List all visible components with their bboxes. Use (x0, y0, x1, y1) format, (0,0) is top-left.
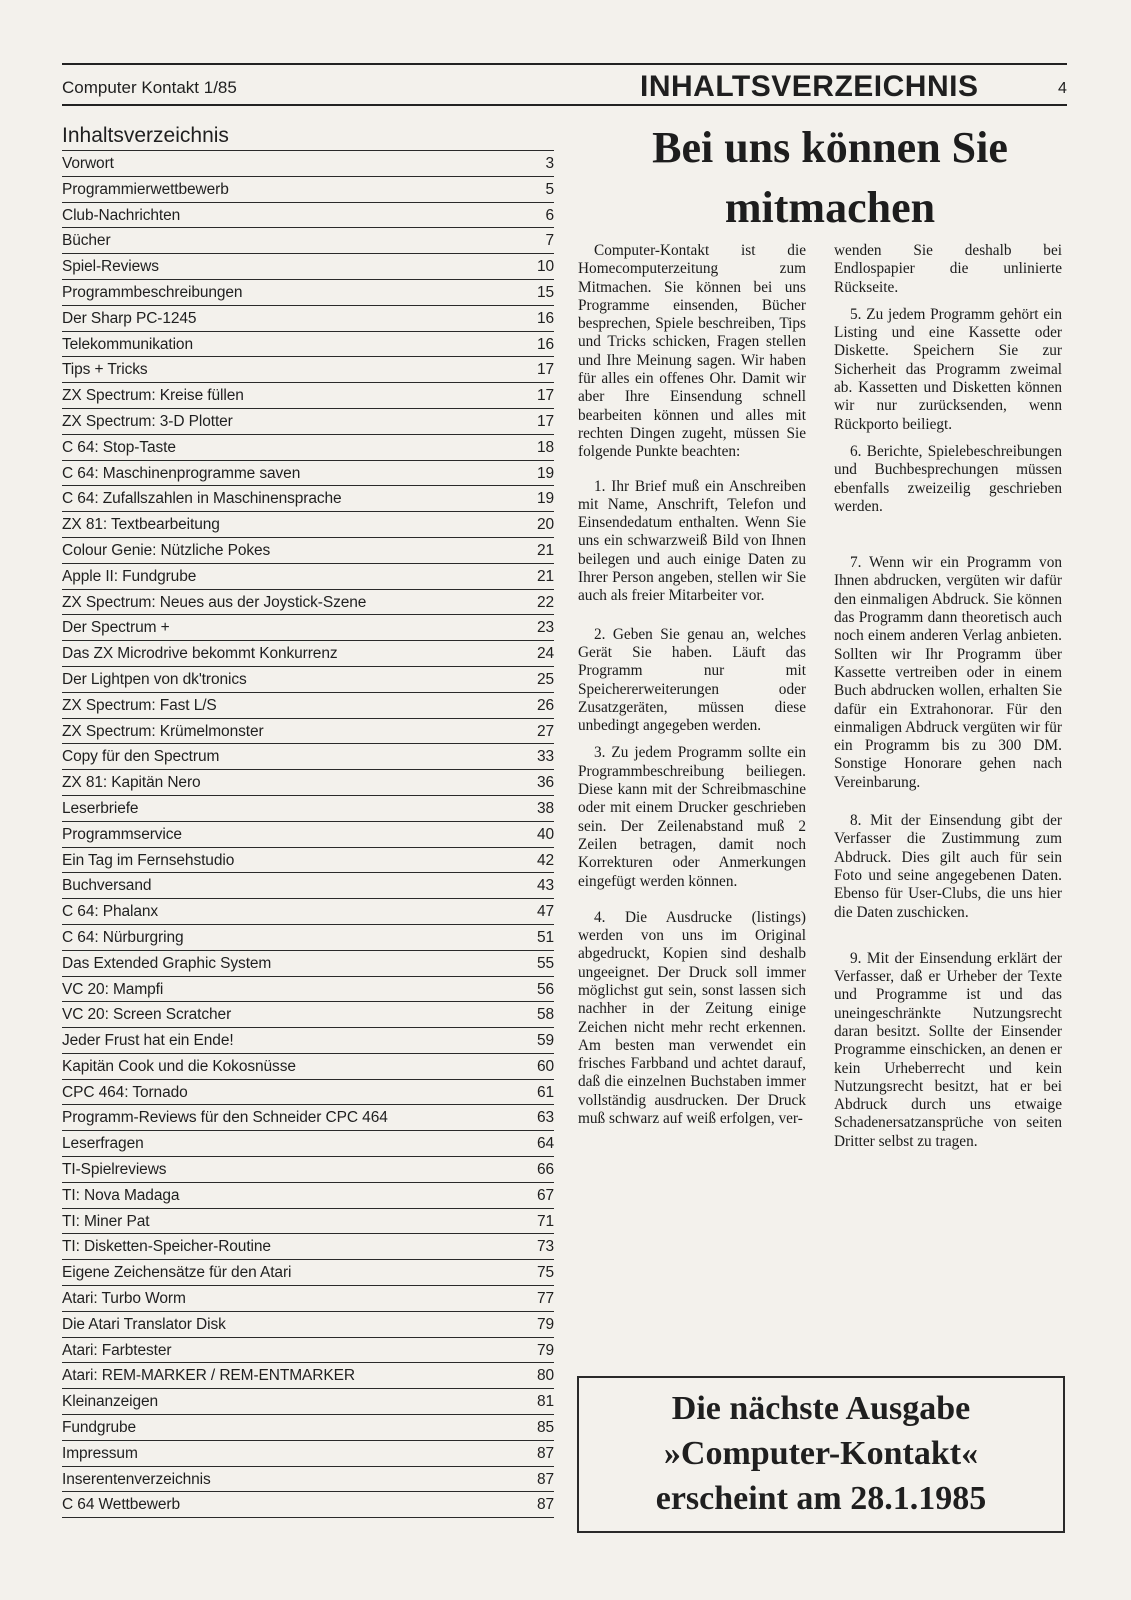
toc-entry-label: Bücher (62, 232, 111, 250)
toc-row (62, 1260, 554, 1286)
toc-row (62, 306, 554, 332)
toc-entry-page: 27 (536, 722, 554, 740)
toc-entry-page: 36 (536, 774, 554, 792)
page-number: 4 (1058, 80, 1067, 97)
toc-entry-label: Copy für den Spectrum (62, 748, 220, 766)
toc-entry-page: 16 (536, 309, 554, 327)
toc-entry-label: Atari: Turbo Worm (62, 1290, 186, 1308)
toc-row (62, 177, 554, 203)
toc-entry-page: 10 (536, 258, 554, 276)
toc-entry-page: 56 (536, 980, 554, 998)
toc-row (62, 951, 554, 977)
article-paragraph: 7. Wenn wir ein Programm von Ihnen abdrucken, vergüten wir dafür den einmaligen Abdruck. Sie können das Programm dann theoretisch auch noch einem anderen Verlag anbieten. Sollten wir Ihr Programm über Kassette vertreiben oder in einem Buch abdrucken wollen, erhalten Sie dafür ein Extrahonorar. Für den einmaligen Abdruck vergüten wir für ein Programm bis zu 300 DM. Sonstige Honorare gehen nach Vereinbarung. (834, 554, 1062, 791)
toc-entry-page: 81 (536, 1393, 554, 1411)
toc-entry-label: Atari: Farbtester (62, 1341, 172, 1359)
toc-entry-label: C 64: Nürburgring (62, 928, 184, 946)
toc-row (62, 1157, 554, 1183)
toc-entry-page: 15 (536, 283, 554, 301)
toc-entry-page: 61 (536, 1083, 554, 1101)
toc-entry-label: VC 20: Screen Scratcher (62, 1006, 232, 1024)
toc-entry-page: 21 (536, 567, 554, 585)
toc-entry-page: 47 (536, 903, 554, 921)
toc-row (62, 1492, 554, 1518)
toc-entry-label: Programmierwettbewerb (62, 180, 229, 198)
toc-row (62, 512, 554, 538)
toc-row (62, 744, 554, 770)
toc-row (62, 1467, 554, 1493)
toc-entry-label: VC 20: Mampfi (62, 980, 164, 998)
toc-row (62, 254, 554, 280)
toc-row (62, 203, 554, 229)
toc-row (62, 770, 554, 796)
toc-entry-page: 60 (536, 1057, 554, 1075)
toc-row (62, 667, 554, 693)
toc-row (62, 693, 554, 719)
toc-entry-label: Spiel-Reviews (62, 258, 159, 276)
notice-line-1: Die nächste Ausgabe (671, 1390, 971, 1427)
toc-row (62, 151, 554, 177)
toc-entry-page: 51 (536, 928, 554, 946)
toc-row (62, 1209, 554, 1235)
toc-entry-page: 55 (536, 954, 554, 972)
toc-row (62, 357, 554, 383)
toc-entry-label: C 64: Maschinenprogramme saven (62, 464, 301, 482)
toc-entry-label: Programmservice (62, 825, 182, 843)
toc-entry-page: 33 (536, 748, 554, 766)
toc-entry-page: 80 (536, 1367, 554, 1385)
toc-entry-page: 79 (536, 1341, 554, 1359)
toc-row (62, 641, 554, 667)
toc-entry-page: 87 (536, 1444, 554, 1462)
toc-title: Inhaltsverzeichnis (62, 122, 554, 151)
toc-entry-page: 42 (536, 851, 554, 869)
toc-entry-label: Club-Nachrichten (62, 206, 181, 224)
toc-entry-label: C 64: Zufallszahlen in Maschinensprache (62, 490, 342, 508)
toc-entry-page: 24 (536, 645, 554, 663)
toc-entry-page: 16 (536, 335, 554, 353)
article-column-1 (578, 242, 806, 1137)
toc-entry-page: 63 (536, 1109, 554, 1127)
toc-row (62, 1234, 554, 1260)
toc-entry-page: 77 (536, 1290, 554, 1308)
toc-entry-label: Die Atari Translator Disk (62, 1315, 226, 1333)
toc-row (62, 461, 554, 487)
toc-entry-page: 67 (536, 1186, 554, 1204)
toc-entry-label: Eigene Zeichensätze für den Atari (62, 1264, 292, 1282)
toc-row (62, 1002, 554, 1028)
toc-entry-label: Inserentenverzeichnis (62, 1470, 211, 1488)
article-paragraph: 1. Ihr Brief muß ein Anschreiben mit Name, Anschrift, Telefon und Einsendedatum enthalten. Wenn Sie uns ein schwarzweiß Bild von Ihnen beilegen und auch einige Daten zu Ihrer Person angeben, stellen wir Sie auch als freier Mitarbeiter vor. (578, 477, 806, 605)
toc-row (62, 796, 554, 822)
toc-entry-label: ZX Spectrum: Fast L/S (62, 696, 217, 714)
toc-row (62, 564, 554, 590)
toc-row (62, 1105, 554, 1131)
toc-entry-label: C 64: Phalanx (62, 903, 159, 921)
article-paragraph: 8. Mit der Einsendung gibt der Verfasser die Zustimmung zum Abdruck. Dies gilt auch für sein Foto und seine angegebenen Daten. Ebenso für User-Clubs, die uns hier die Daten zuschicken. (834, 812, 1062, 921)
toc-entry-page: 71 (536, 1212, 554, 1230)
toc-entry-page: 75 (536, 1264, 554, 1282)
toc-row (62, 977, 554, 1003)
toc-row (62, 280, 554, 306)
article-paragraph: Computer-Kontakt ist die Homecomputerzeitung zum Mitmachen. Sie können bei uns Programme einsenden, Bücher besprechen, Spiele beschreiben, Tips und Tricks schicken, Fragen stellen und Ihre Meinung sagen. Wir haben für alles ein offenes Ohr. Damit wir aber Ihre Einsendung schnell bearbeiten können und alles mit rechten Dingen zugeht, müssen Sie folgende Punkte beachten: (578, 242, 806, 461)
toc-entry-page: 40 (536, 825, 554, 843)
article-paragraph: 5. Zu jedem Programm gehört ein Listing und eine Kassette oder Diskette. Speichern Sie zur Sicherheit das Programm zweimal ab. Kassetten und Disketten können wir nur zurücksenden, wenn Rückporto beiliegt. (834, 305, 1062, 433)
toc-entry-page: 87 (536, 1496, 554, 1514)
toc-entry-label: Jeder Frust hat ein Ende! (62, 1032, 234, 1050)
toc-entry-page: 64 (536, 1135, 554, 1153)
toc-row (62, 1415, 554, 1441)
toc-row (62, 1080, 554, 1106)
toc-row (62, 1131, 554, 1157)
toc-entry-label: Der Lightpen von dk'tronics (62, 670, 247, 688)
toc-row (62, 1183, 554, 1209)
toc-row (62, 1363, 554, 1389)
toc-entry-page: 25 (536, 670, 554, 688)
toc-row (62, 873, 554, 899)
toc-entry-label: Telekommunikation (62, 335, 193, 353)
article-paragraph: 4. Die Ausdrucke (listings) werden von uns im Original abgedruckt, Kopien sind deshalb ungeeignet. Der Druck soll immer möglichst gut sein, sonst lassen sich nachher in der Zeitung einige Zeichen nicht mehr recht erkennen. Am besten man verwendet ein frisches Farbband und achtet darauf, daß die einzelnen Buchstaben immer vollständig ausdrucken. Der Druck muß schwarz auf weiß erfolgen, ver- (578, 908, 806, 1128)
toc-entry-page: 3 (545, 155, 554, 172)
toc-row (62, 538, 554, 564)
toc-row (62, 1441, 554, 1467)
toc-entry-label: Der Sharp PC-1245 (62, 309, 197, 327)
toc-entry-page: 6 (545, 206, 554, 224)
toc-entry-page: 20 (536, 516, 554, 534)
toc-entry-page: 19 (536, 464, 554, 482)
article-paragraph: 2. Geben Sie genau an, welches Gerät Sie haben. Läuft das Programm nur mit Speichererweiterungen oder Zusatzgeräten, müssen diese unbedingt angegeben werden. (578, 625, 806, 735)
toc-entry-label: Colour Genie: Nützliche Pokes (62, 541, 271, 559)
headline-line-2: mitmachen (724, 183, 936, 232)
next-issue-notice (577, 1376, 1065, 1533)
toc-entry-page: 87 (536, 1470, 554, 1488)
toc-entry-label: Das ZX Microdrive bekommt Konkurrenz (62, 645, 338, 663)
toc-entry-label: ZX 81: Textbearbeitung (62, 516, 220, 534)
toc-row (62, 1286, 554, 1312)
article-headline (580, 118, 1080, 238)
toc-entry-page: 85 (536, 1419, 554, 1437)
toc-entry-label: Apple II: Fundgrube (62, 567, 197, 585)
toc-row (62, 332, 554, 358)
toc-entry-label: Programm-Reviews für den Schneider CPC 464 (62, 1109, 388, 1127)
toc-entry-label: Buchversand (62, 877, 152, 895)
header-bottom-rule (62, 104, 1067, 106)
table-of-contents (62, 122, 554, 1518)
toc-entry-label: Atari: REM-MARKER / REM-ENTMARKER (62, 1367, 355, 1385)
toc-row (62, 1312, 554, 1338)
toc-row (62, 719, 554, 745)
toc-entry-page: 19 (536, 490, 554, 508)
toc-row (62, 615, 554, 641)
toc-entry-page: 23 (536, 619, 554, 637)
toc-entry-page: 7 (545, 232, 554, 250)
article-column-2 (834, 242, 1062, 1160)
toc-entry-page: 22 (536, 593, 554, 611)
header-top-rule (62, 63, 1067, 65)
toc-entry-label: Kapitän Cook und die Kokosnüsse (62, 1057, 296, 1075)
toc-entry-label: CPC 464: Tornado (62, 1083, 188, 1101)
toc-entry-label: Impressum (62, 1444, 138, 1462)
notice-line-3: erscheint am 28.1.1985 (655, 1480, 987, 1517)
toc-entry-label: ZX Spectrum: Kreise füllen (62, 387, 244, 405)
article-paragraph: wenden Sie deshalb bei Endlospapier die unlinierte Rückseite. (834, 242, 1062, 296)
publication-title: Computer Kontakt 1/85 (62, 78, 237, 97)
toc-entry-label: Das Extended Graphic System (62, 954, 272, 972)
toc-row (62, 228, 554, 254)
toc-entry-page: 43 (536, 877, 554, 895)
toc-entry-page: 5 (545, 180, 554, 198)
toc-row (62, 409, 554, 435)
toc-entry-page: 58 (536, 1006, 554, 1024)
toc-entry-label: C 64: Stop-Taste (62, 438, 176, 456)
toc-entry-label: Der Spectrum + (62, 619, 170, 637)
toc-entry-page: 73 (536, 1238, 554, 1256)
toc-entry-label: TI: Nova Madaga (62, 1186, 180, 1204)
toc-entry-page: 17 (536, 412, 554, 430)
section-title: INHALTSVERZEICHNIS (640, 70, 979, 103)
toc-row (62, 435, 554, 461)
toc-entry-label: C 64 Wettbewerb (62, 1496, 180, 1514)
toc-entry-label: Kleinanzeigen (62, 1393, 159, 1411)
toc-list (62, 151, 554, 1518)
toc-entry-label: TI: Miner Pat (62, 1212, 150, 1230)
toc-entry-label: ZX 81: Kapitän Nero (62, 774, 201, 792)
toc-row (62, 1338, 554, 1364)
toc-entry-label: Leserbriefe (62, 799, 139, 817)
toc-row (62, 1054, 554, 1080)
article-paragraph: 3. Zu jedem Programm sollte ein Programmbeschreibung beiliegen. Diese kann mit der Schreibmaschine oder mit einem Drucker geschrieben sein. Der Zeilenabstand muß 2 Zeilen betragen, damit noch Korrekturen oder Anmerkungen eingefügt werden können. (578, 744, 806, 890)
toc-row (62, 925, 554, 951)
toc-entry-page: 17 (536, 361, 554, 379)
toc-entry-label: TI-Spielreviews (62, 1161, 167, 1179)
toc-entry-label: ZX Spectrum: 3-D Plotter (62, 412, 233, 430)
toc-entry-label: Ein Tag im Fernsehstudio (62, 851, 235, 869)
toc-entry-label: TI: Disketten-Speicher-Routine (62, 1238, 271, 1256)
toc-entry-label: Programmbeschreibungen (62, 283, 243, 301)
toc-entry-label: ZX Spectrum: Neues aus der Joystick-Szene (62, 593, 367, 611)
toc-entry-page: 66 (536, 1161, 554, 1179)
toc-entry-page: 26 (536, 696, 554, 714)
toc-entry-label: ZX Spectrum: Krümelmonster (62, 722, 264, 740)
toc-row (62, 383, 554, 409)
toc-entry-label: Tips + Tricks (62, 361, 148, 379)
article-paragraph: 6. Berichte, Spielebeschreibungen und Buchbesprechungen müssen ebenfalls zweizeilig geschrieben werden. (834, 442, 1062, 515)
toc-entry-page: 17 (536, 387, 554, 405)
toc-row (62, 1389, 554, 1415)
notice-line-2: »Computer-Kontakt« (663, 1435, 979, 1472)
toc-row (62, 848, 554, 874)
toc-row (62, 1028, 554, 1054)
toc-entry-label: Leserfragen (62, 1135, 144, 1153)
toc-row (62, 590, 554, 616)
toc-entry-label: Fundgrube (62, 1419, 137, 1437)
toc-row (62, 822, 554, 848)
toc-entry-page: 79 (536, 1315, 554, 1333)
toc-entry-page: 18 (536, 438, 554, 456)
toc-entry-label: Vorwort (62, 155, 114, 172)
toc-row (62, 486, 554, 512)
headline-line-1: Bei uns können Sie (652, 123, 1008, 172)
toc-entry-page: 38 (536, 799, 554, 817)
toc-row (62, 899, 554, 925)
toc-entry-page: 59 (536, 1032, 554, 1050)
toc-entry-page: 21 (536, 541, 554, 559)
article-paragraph: 9. Mit der Einsendung erklärt der Verfasser, daß er Urheber der Texte und Programme ist und das uneingeschränkte Nutzungsrecht daran besitzt. Sollte der Einsender Programme einschicken, an denen er kein Urheberrecht und kein Nutzungsrecht besitzt, hat er bei Abdruck durch uns etwaige Schadenersatzansprüche von seiten Dritter selbst zu tragen. (834, 949, 1062, 1150)
